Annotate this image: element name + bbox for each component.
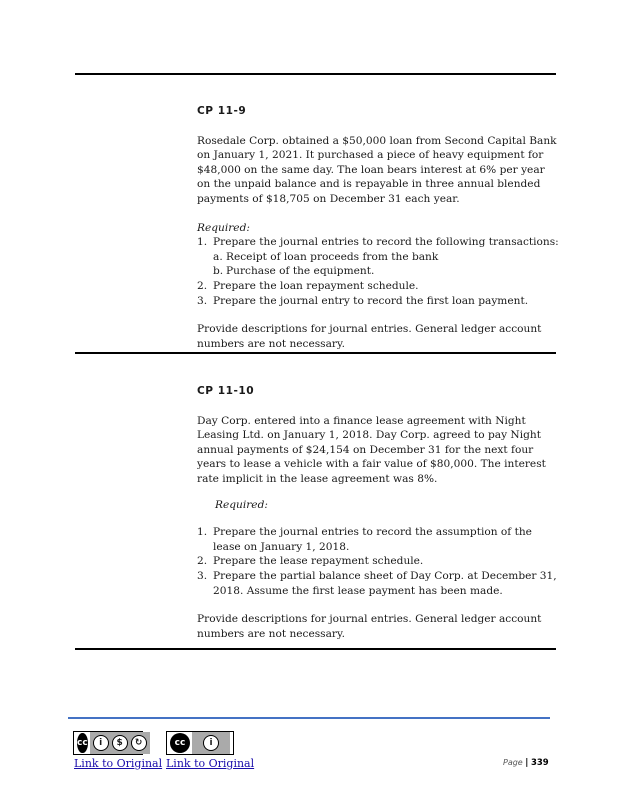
required-label: Required:	[197, 221, 250, 234]
link-to-original-1[interactable]: Link to Original	[74, 757, 163, 770]
problem-note: Provide descriptions for journal entries. General ledger account numbers are not necessary.	[197, 323, 542, 350]
problem-intro: Rosedale Corp. obtained a $50,000 loan from Second Capital Bank on January 1, 2021. It purchased a piece of heavy equipment for $48,000 on the same day. The loan bears interest at 6% per year on the unpaid balance and is repayable in three annual blended payments of $18,705 on December 31 each year.	[197, 134, 557, 205]
list-item: 2. Prepare the loan repayment schedule.	[197, 279, 419, 292]
problem-title: CP 11-10	[197, 385, 255, 397]
list-item: 3. Prepare the partial balance sheet of Day Corp. at December 31, 2018. Assume the first lease payment has been made.	[197, 569, 557, 597]
link-to-original-2[interactable]: Link to Original	[166, 757, 255, 770]
footer-rule	[68, 717, 550, 719]
required-label: Required:	[215, 498, 268, 511]
top-rule	[75, 73, 556, 75]
noncommercial-icon: $	[112, 735, 128, 751]
requirements-list-continued	[197, 279, 559, 308]
list-item: 1. Prepare the journal entries to record the following transactions:	[197, 236, 559, 249]
attribution-icon: i	[93, 735, 109, 751]
list-item: 2. Prepare the lease repayment schedule.	[197, 555, 424, 568]
attribution-icon: i	[203, 735, 219, 751]
problem-cp-11-10	[197, 384, 559, 641]
sharealike-icon: ↻	[131, 735, 147, 751]
section-divider	[75, 352, 556, 354]
problem-note: Provide descriptions for journal entries. General ledger account numbers are not necessary.	[197, 613, 542, 640]
list-item: 3. Prepare the journal entry to record the first loan payment.	[197, 294, 529, 307]
cc-icon: cc	[77, 733, 88, 753]
requirements-list	[197, 525, 559, 598]
list-item: b. Purchase of the equipment.	[213, 265, 375, 278]
cc-by-nc-sa-badge	[73, 731, 143, 755]
list-item: 1. Prepare the journal entries to record the assumption of the lease on January 1, 2018.	[197, 526, 532, 553]
problem-title: CP 11-9	[197, 105, 247, 117]
list-item: a. Receipt of loan proceeds from the bank	[213, 250, 439, 263]
bottom-rule	[75, 648, 556, 650]
sub-requirements-list	[197, 250, 559, 279]
page-number: Page | 339	[503, 758, 549, 768]
cc-icon: cc	[170, 733, 190, 753]
problem-intro: Day Corp. entered into a finance lease agreement with Night Leasing Ltd. on January 1, 2018. Day Corp. agreed to pay Night annual payments of $24,154 on December 31 for the next four years to lease a vehicle with a fair value of $80,000. The interest rate implicit in the lease agreement was 8%.	[197, 414, 546, 485]
requirements-list	[197, 235, 559, 250]
cc-by-badge	[166, 731, 234, 755]
problem-cp-11-9	[197, 104, 559, 351]
